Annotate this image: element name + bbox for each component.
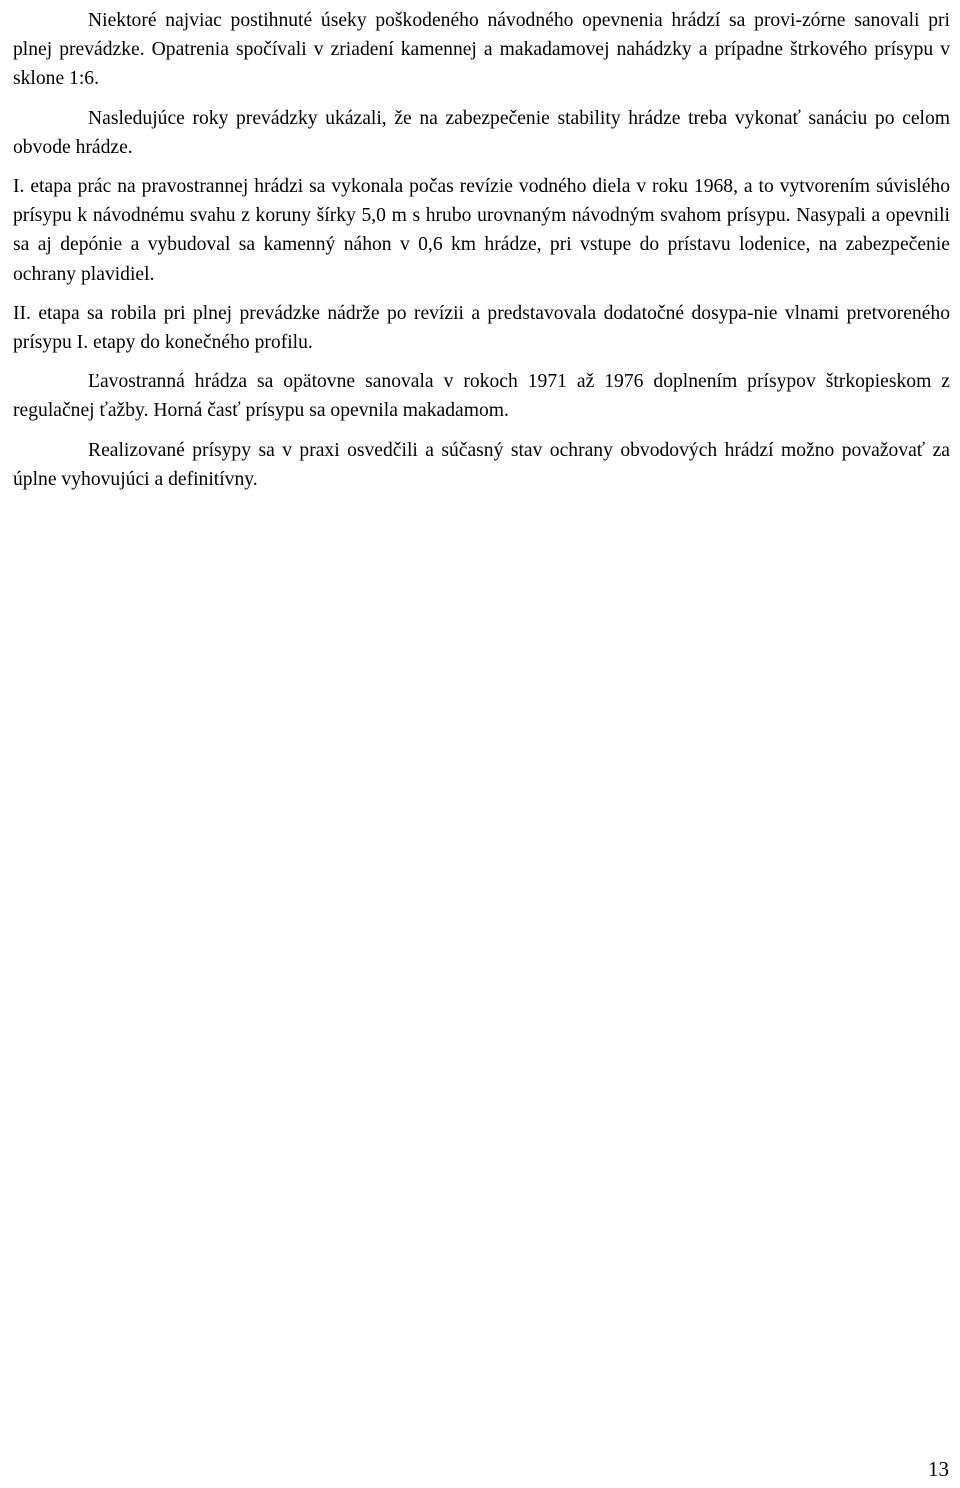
paragraph-conclusion: Realizované prísypy sa v praxi osvedčili a súčasný stav ochrany obvodových hrádzí možno považovať za úplne vyhovujúci a definitívny.: [13, 439, 950, 490]
paragraph-stability-remediation: Nasledujúce roky prevádzky ukázali, že na zabezpečenie stability hrádze treba vykonať sanáciu po celom obvode hrádze.: [13, 107, 950, 158]
paragraph-emergency-repairs: Niektoré najviac postihnuté úseky poškodeného návodného opevnenia hrádzí sa provi-zórne sanovali pri plnej prevádzke. Opatrenia spočívali v zriadení kamennej a makadamovej nahádzky a prípadne štrkového prísypu v sklone 1:6.: [13, 10, 950, 90]
document-page: [13, 6, 950, 504]
page-number: 13: [928, 1457, 949, 1481]
paragraph-left-dam: Ľavostranná hrádza sa opätovne sanovala v rokoch 1971 až 1976 doplnením prísypov štrkopieskom z regulačnej ťažby. Horná časť prísypu sa opevnila makadamom.: [13, 371, 950, 422]
paragraph-stage-two: II. etapa sa robila pri plnej prevádzke nádrže po revízii a predstavovala dodatočné dosypa-nie vlnami pretvoreného prísypu I. etapy do konečného profilu.: [13, 302, 950, 354]
paragraph-stage-one: I. etapa prác na pravostrannej hrádzi sa vykonala počas revízie vodného diela v roku 1968, a to vytvorením súvislého prísypu k návodnému svahu z koruny šírky 5,0 m s hrubo urovnaným návodným svahom prísypu. Nasypali a opevnili sa aj depónie a vybudoval sa kamenný náhon v 0,6 km hrádze, pri vstupe do prístavu lodenice, na zabezpečenie ochrany plavidiel.: [13, 176, 950, 285]
